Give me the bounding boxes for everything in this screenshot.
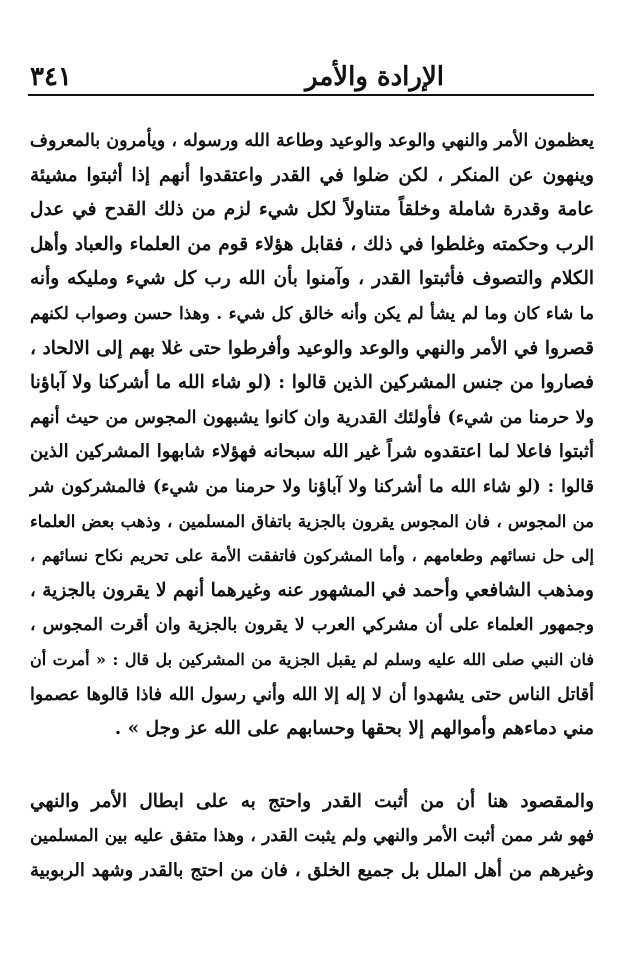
paragraph-2 xyxy=(30,785,594,889)
text-line: والمقصود هنا أن من أثبت القدر واحتج به على ابطال الأمر والنهي xyxy=(30,790,594,812)
text-line: فصاروا من جنس المشركين الذين قالوا : (لو شاء الله ما أشركنا ولا آباؤنا xyxy=(30,372,594,394)
text-line: الكلام والتصوف فأثبتوا القدر ، وآمنوا بأن الله رب كل شيء ومليكه وأنه xyxy=(30,268,594,290)
text-line: قصروا في الأمر والنهي والوعد والوعيد وأفرطوا حتى غلا بهم إلى الالحاد ، xyxy=(30,337,594,359)
text-line: من المجوس ، فان المجوس يقرون بالجزية باتفاق المسلمين ، وذهب بعض العلماء xyxy=(30,511,594,531)
text-line: وينهون عن المنكر ، لكن ضلوا في القدر واعتقدوا أنهم إذا أثبتوا مشيئة xyxy=(30,164,594,186)
text-line: فهو شر ممن أثبت الأمر والنهي ولم يثبت القدر ، وهذا متفق عليه بين المسلمين xyxy=(30,826,594,847)
page-number: ٣٤١ xyxy=(30,62,72,92)
paragraph-gap xyxy=(30,747,594,785)
text-line: ولا حرمنا من شيء) فأولئك القدرية وان كانوا يشبهون المجوس من حيث أنهم xyxy=(30,407,594,428)
text-line: وجمهور العلماء على أن مشركي العرب لا يقرون بالجزية وان أقرت المجوس ، xyxy=(30,615,594,636)
text-line: ومذهب الشافعي وأحمد في المشهور عنه وغيرهما أنهم لا يقرون بالجزية ، xyxy=(29,579,594,601)
text-line: ما شاء كان وما لم يشأ لم يكن وأنه خالق كل شيء . وهذا حسن وصواب لكنهم xyxy=(30,303,594,324)
text-line: فان النبي صلى الله عليه وسلم لم يقبل الجزية من المشركين بل قال : « أمرت أن xyxy=(30,649,594,669)
text-line: أثبتوا فاعلا لما اعتقدوه شراً غير الله سبحانه فهؤلاء شابهوا المشركين الذين xyxy=(30,441,594,463)
text-line: مني دماءهم وأموالهم إلا بحقها وحسابهم على الله عز وجل » . xyxy=(114,718,594,740)
page-body xyxy=(30,124,594,888)
page-header xyxy=(30,52,594,92)
text-line: عامة وقدرة شاملة وخلقاً متناولاً لكل شيء لزم من ذلك القدح في عدل xyxy=(30,199,594,221)
text-line: يعظمون الأمر والنهي والوعد والوعيد وطاعة الله ورسوله ، ويأمرون بالمعروف xyxy=(29,131,594,151)
text-line: إلى حل نسائهم وطعامهم ، وأما المشركون فاتفقت الأمة على تحريم نكاح نسائهم ، xyxy=(30,546,595,566)
text-line: الرب وحكمته وغلطوا في ذلك ، فقابل هؤلاء قوم من العلماء والعباد وأهل xyxy=(30,233,594,255)
chapter-title: الإرادة والأمر xyxy=(305,62,444,92)
text-line: أقاتل الناس حتى يشهدوا أن لا إله إلا الله وأني رسول الله فاذا قالوها عصموا xyxy=(30,684,594,705)
paragraph-1 xyxy=(30,124,594,747)
text-line: قالوا : (لو شاء الله ما أشركنا ولا آباؤنا ولا حرمنا من شيء) فالمشركون شر xyxy=(30,476,594,497)
text-line: وغيرهم من أهل الملل بل جميع الخلق ، فان من احتج بالقدر وشهد الربوبية xyxy=(30,859,594,881)
header-rule xyxy=(28,94,594,96)
